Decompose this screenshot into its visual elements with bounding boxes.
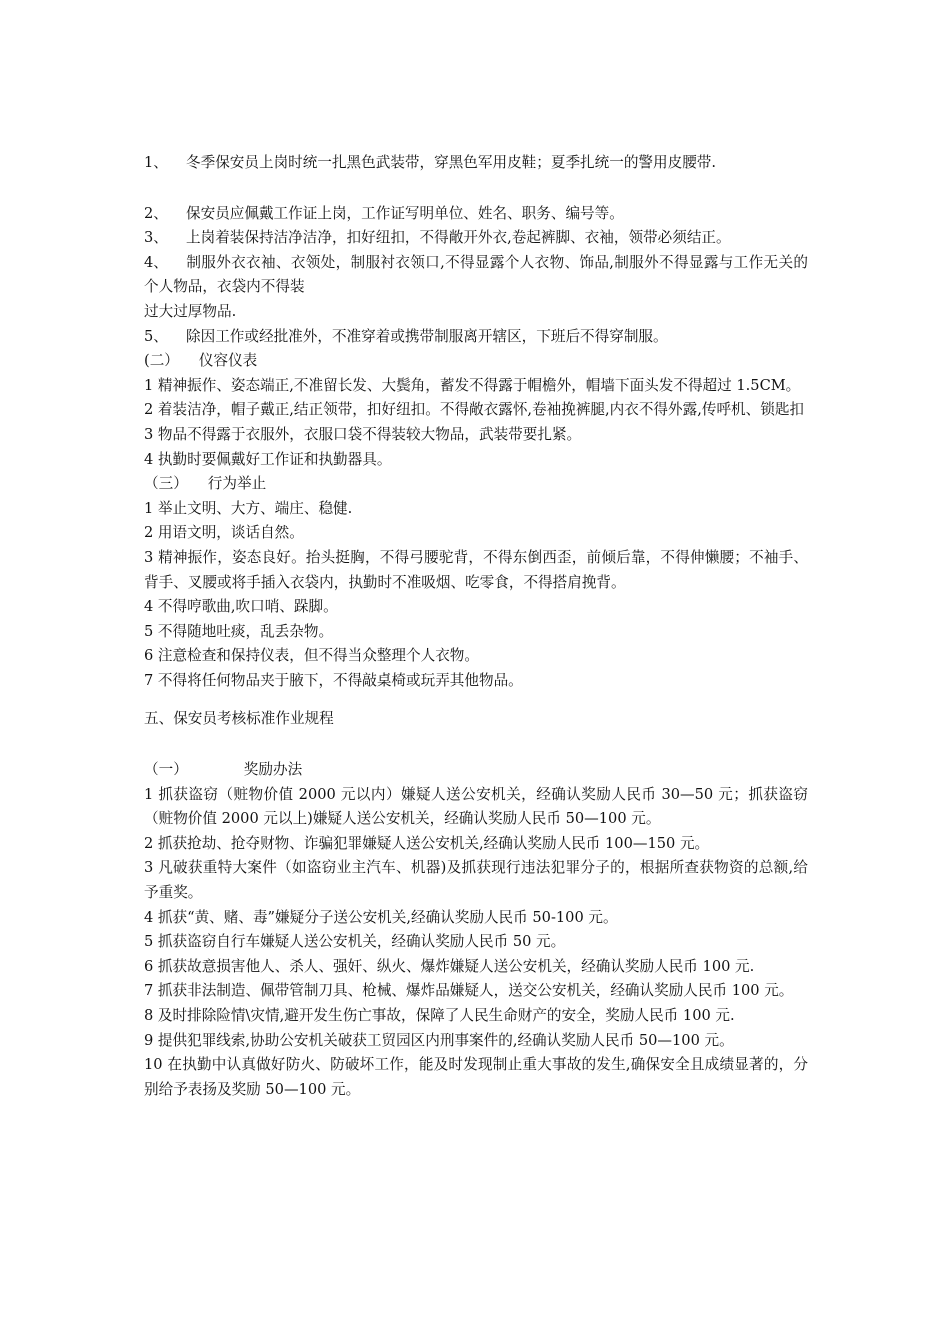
behavior-item-1: 1 举止文明、大方、端庄、稳健.: [144, 499, 353, 517]
section-number: (二）: [144, 352, 179, 370]
uniform-item-4-continued: [144, 300, 808, 325]
section-heading-reward: [144, 758, 808, 783]
section-heading-appearance: [144, 349, 808, 374]
behavior-item-4: 4 不得哼歌曲,吹口哨、跺脚。: [144, 598, 338, 616]
uniform-item-4: [144, 251, 808, 300]
item-text: 冬季保安员上岗时统一扎黑色武装带，穿黑色军用皮鞋；夏季扎统一的警用皮腰带.: [186, 154, 717, 171]
uniform-item-1: [144, 151, 808, 176]
reward-item-2: 2 抓获抢劫、抢夺财物、诈骗犯罪嫌疑人送公安机关,经确认奖励人民币 100—150 元。: [144, 834, 710, 852]
item-text: 保安员应佩戴工作证上岗，工作证写明单位、姓名、职务、编号等。: [186, 204, 624, 222]
item-text: 除因工作或经批准外，不准穿着或携带制服离开辖区，下班后不得穿制服。: [186, 327, 668, 345]
reward-item-5: 5 抓获盗窃自行车嫌疑人送公安机关，经确认奖励人民币 50 元。: [144, 933, 566, 951]
item-number: 5、: [144, 327, 168, 345]
reward-item-4: 4 抓获“黄、赌、毒”嫌疑分子送公安机关,经确认奖励人民币 50-100 元。: [144, 908, 618, 926]
appearance-item-3: 3 物品不得露于衣服外，衣服口袋不得装较大物品，武装带要扎紧。: [144, 425, 582, 443]
behavior-item-7: 7 不得将任何物品夹于腋下，不得敲桌椅或玩弄其他物品。: [144, 671, 523, 689]
item-number: 3、: [144, 229, 168, 247]
section-title: 仪容仪表: [198, 352, 258, 370]
item-text: 过大过厚物品.: [144, 302, 237, 320]
reward-item-9: 9 提供犯罪线索,协助公安机关破获工贸园区内刑事案件的,经确认奖励人民币 50—100 元。: [144, 1031, 734, 1049]
document-page: [144, 151, 808, 1102]
section-number: （一）: [144, 761, 188, 779]
reward-item-8: 8 及时排除险情\灾情,避开发生伤亡事故，保障了人民生命财产的安全，奖励人民币 100 元.: [144, 1007, 735, 1024]
behavior-item-2: 2 用语文明，谈话自然。: [144, 524, 304, 542]
section-title: 奖励办法: [243, 761, 303, 779]
uniform-item-2: [144, 202, 808, 227]
uniform-item-3: [144, 226, 808, 251]
item-number: 4、: [144, 253, 168, 271]
reward-item-6: 6 抓获故意损害他人、杀人、强奸、纵火、爆炸嫌疑人送公安机关，经确认奖励人民币 100 元.: [144, 957, 755, 975]
section-title: 行为举止: [207, 475, 267, 493]
chapter-heading: 五、保安员考核标准作业规程: [144, 710, 334, 728]
item-text: 制服外衣衣袖、衣领处，制服衬衣领口,不得显露个人衣物、饰品,制服外不得显露与工作无关的个人物品，衣袋内不得装: [144, 253, 808, 296]
uniform-item-5: [144, 325, 808, 350]
item-text: 上岗着装保持洁净洁净，扣好纽扣，不得敞开外衣,卷起裤脚、衣袖，领带必须结正。: [186, 229, 731, 247]
appearance-item-4: 4 执勤时要佩戴好工作证和执勤器具。: [144, 450, 392, 468]
reward-item-10: 10 在执勤中认真做好防火、防破坏工作，能及时发现制止重大事故的发生,确保安全且成绩显著的，分别给予表扬及奖励 50—100 元。: [144, 1056, 808, 1098]
behavior-item-5: 5 不得随地吐痰，乱丢杂物。: [144, 622, 334, 640]
behavior-item-6: 6 注意检查和保持仪表，但不得当众整理个人衣物。: [144, 647, 479, 665]
appearance-item-2: 2 着装洁净，帽子戴正,结正领带，扣好纽扣。不得敞衣露怀,卷袖挽裤腿,内衣不得外露,传呼机、锁匙扣: [144, 401, 805, 419]
item-number: 2、: [144, 204, 168, 222]
item-number: 1、: [144, 154, 168, 171]
section-heading-behavior: [144, 472, 808, 497]
reward-item-1: 1 抓获盗窃（赃物价值 2000 元以内）嫌疑人送公安机关，经确认奖励人民币 30—50 元；抓获盗窃（赃物价值 2000 元以上)嫌疑人送公安机关，经确认奖励人民币 50—100 元。: [144, 785, 808, 828]
appearance-item-1: 1 精神振作、姿态端正,不准留长发、大鬓角，蓄发不得露于帽檐外，帽墙下面头发不得超过 1.5CM。: [144, 376, 801, 394]
behavior-item-3: 3 精神振作，姿态良好。抬头挺胸，不得弓腰驼背，不得东倒西歪，前倾后靠，不得伸懒腰；不袖手、背手、叉腰或将手插入衣袋内，执勤时不准吸烟、吃零食，不得搭肩挽背。: [144, 548, 808, 591]
reward-item-7: 7 抓获非法制造、佩带管制刀具、枪械、爆炸品嫌疑人，送交公安机关，经确认奖励人民币 100 元。: [144, 982, 794, 1000]
section-number: （三）: [144, 475, 188, 493]
reward-item-3: 3 凡破获重特大案件（如盗窃业主汽车、机器)及抓获现行违法犯罪分子的，根据所查获物资的总额,给予重奖。: [144, 859, 808, 902]
